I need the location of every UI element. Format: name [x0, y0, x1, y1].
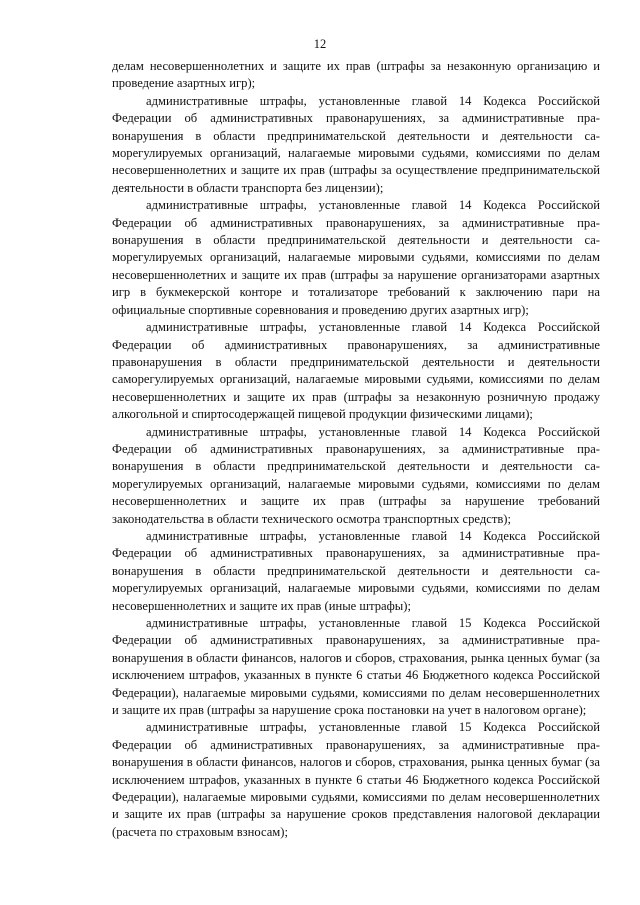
paragraph-5: административные штрафы, установленные главой 14 Кодекса Российской Федерации об административных правонарушениях, за административные правонарушения в области предпринимательской деятельности и деятельности саморегулируемых организаций, налагаемые мировыми судьями, комиссиями по делам несовершеннолетних и защите их прав (штрафы за нарушение требований законодательства в области технического осмотра транспортных средств); — [112, 424, 600, 526]
paragraph-2: административные штрафы, установленные главой 14 Кодекса Российской Федерации об административных правонарушениях, за административные правонарушения в области предпринимательской деятельности и деятельности саморегулируемых организаций, налагаемые мировыми судьями, комиссиями по делам несовершеннолетних и защите их прав (штрафы за осуществление предпринимательской деятельности в области транспорта без лицензии); — [112, 93, 600, 195]
body-text — [112, 58, 600, 841]
paragraph-1: делам несовершеннолетних и защите их прав (штрафы за незаконную организацию и проведение азартных игр); — [112, 59, 600, 91]
paragraph-6: административные штрафы, установленные главой 14 Кодекса Российской Федерации об административных правонарушениях, за административные правонарушения в области предпринимательской деятельности и деятельности саморегулируемых организаций, налагаемые мировыми судьями, комиссиями по делам несовершеннолетних и защите их прав (иные штрафы); — [112, 528, 600, 613]
paragraph-8: административные штрафы, установленные главой 15 Кодекса Российской Федерации об административных правонарушениях, за административные правонарушения в области финансов, налогов и сборов, страхования, рынка ценных бумаг (за исключением штрафов, указанных в пункте 6 статьи 46 Бюджетного кодекса Российской Федерации), налагаемые мировыми судьями, комиссиями по делам несовершеннолетних и защите их прав (штрафы за нарушение сроков представления налоговой декларации (расчета по страховым взносам); — [112, 720, 600, 839]
paragraph-7: административные штрафы, установленные главой 15 Кодекса Российской Федерации об административных правонарушениях, за административные правонарушения в области финансов, налогов и сборов, страхования, рынка ценных бумаг (за исключением штрафов, указанных в пункте 6 статьи 46 Бюджетного кодекса Российской Федерации), налагаемые мировыми судьями, комиссиями по делам несовершеннолетних и защите их прав (штрафы за нарушение срока постановки на учет в налоговом органе); — [112, 616, 600, 718]
paragraph-4: административные штрафы, установленные главой 14 Кодекса Российской Федерации об административных правонарушениях, за административные правонарушения в области предпринимательской деятельности и деятельности саморегулируемых организаций, налагаемые мировыми судьями, комиссиями по делам несовершеннолетних и защите их прав (штрафы за незаконную розничную продажу алкогольной и спиртосодержащей пищевой продукции физическими лицами); — [112, 320, 600, 422]
paragraph-3: административные штрафы, установленные главой 14 Кодекса Российской Федерации об административных правонарушениях, за административные правонарушения в области предпринимательской деятельности и деятельности саморегулируемых организаций, налагаемые мировыми судьями, комиссиями по делам несовершеннолетних и защите их прав (штрафы за нарушение организаторами азартных игр в букмекерской конторе и тотализаторе требований к заключению пари на официальные спортивные соревнования и проведению других азартных игр); — [112, 198, 600, 317]
page-number: 12 — [313, 37, 327, 51]
